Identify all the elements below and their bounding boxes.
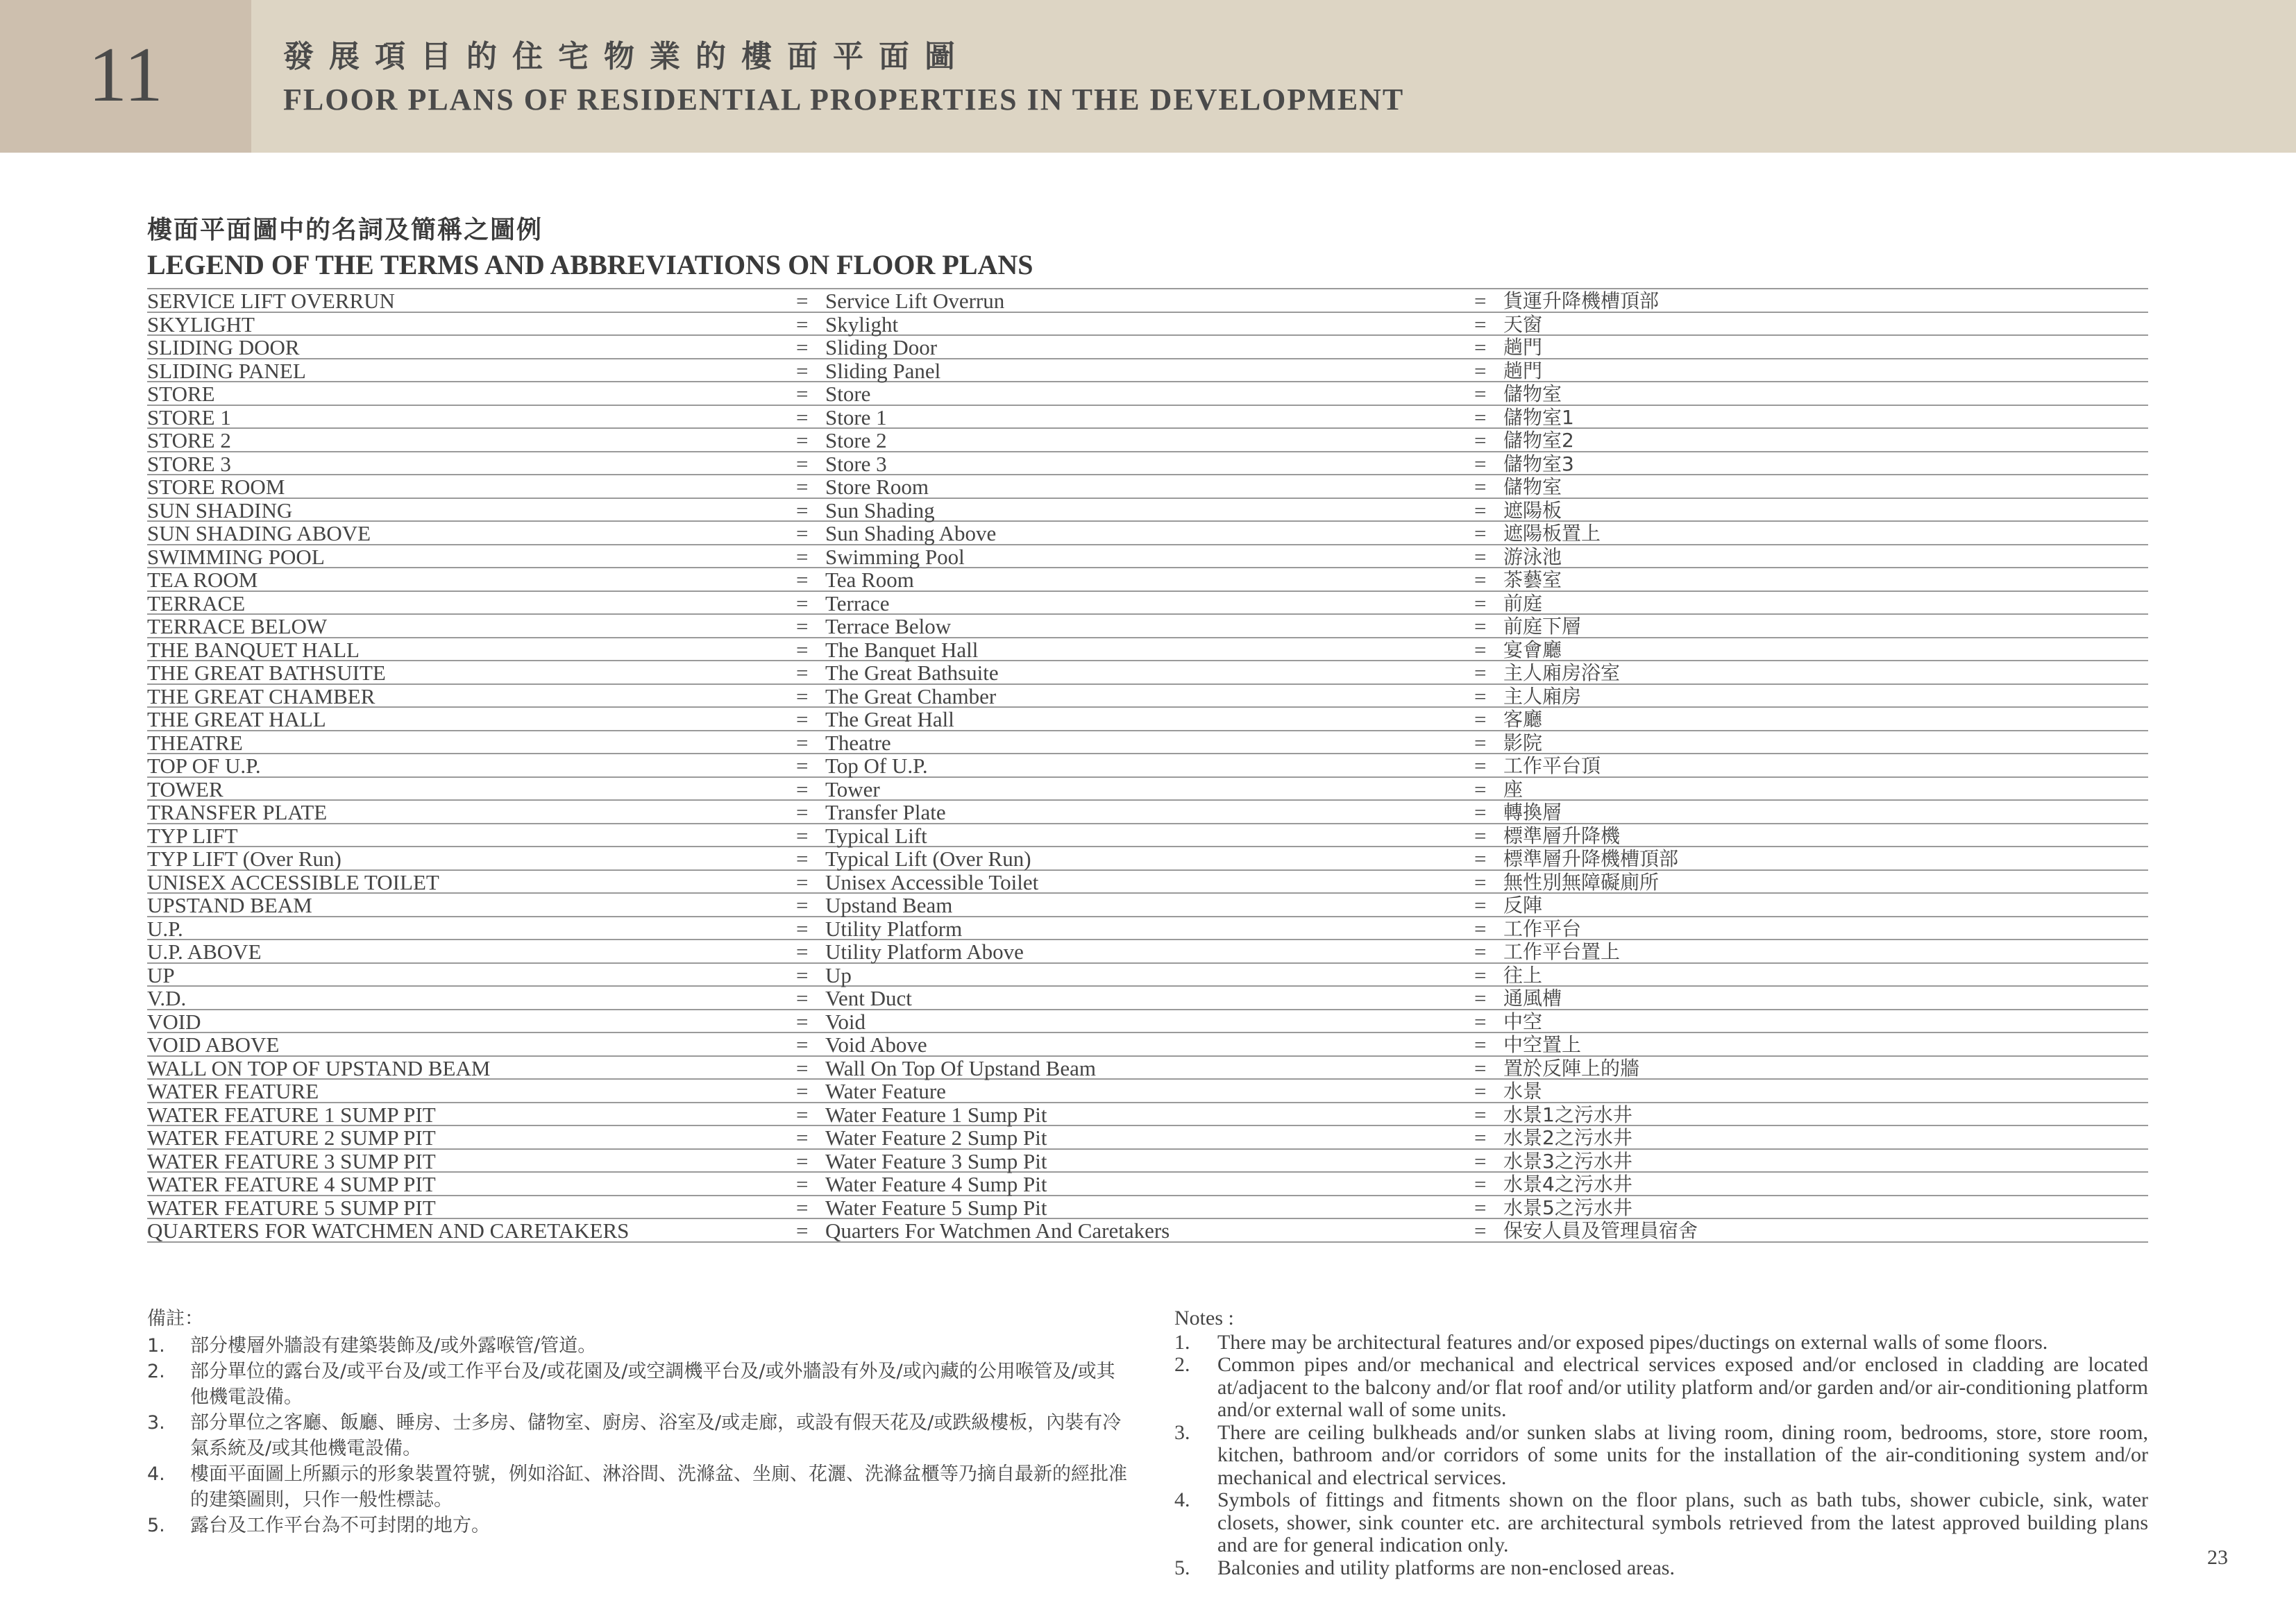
legend-term: THE GREAT HALL: [147, 707, 326, 731]
legend-term: TYP LIFT (Over Run): [147, 847, 341, 871]
equals-sign: =: [796, 1102, 809, 1127]
section-number-box: [0, 0, 251, 153]
legend-chinese: 客廳: [1503, 708, 1543, 731]
note-en-item-number: 2.: [1174, 1353, 1190, 1376]
legend-term: SLIDING DOOR: [147, 335, 300, 359]
legend-row: [147, 382, 2148, 406]
equals-sign: =: [1474, 451, 1487, 476]
equals-sign: =: [796, 1195, 809, 1220]
legend-chinese: 工作平台置上: [1503, 940, 1621, 963]
legend-term: TEA ROOM: [147, 568, 258, 592]
legend-term: TERRACE BELOW: [147, 614, 328, 638]
legend-row: [147, 1103, 2148, 1127]
equals-sign: =: [796, 637, 809, 662]
equals-sign: =: [796, 940, 809, 964]
equals-sign: =: [1474, 707, 1487, 731]
equals-sign: =: [796, 754, 809, 778]
note-zh-item: [147, 1410, 1133, 1461]
legend-chinese: 影院: [1503, 731, 1543, 754]
legend-term: TYP LIFT: [147, 823, 238, 848]
legend-row: [147, 452, 2148, 476]
legend-term: WATER FEATURE: [147, 1079, 319, 1103]
legend-english: Transfer Plate: [825, 800, 946, 824]
legend-chinese: 儲物室: [1503, 475, 1562, 498]
equals-sign: =: [1474, 1172, 1487, 1196]
legend-chinese: 遮陽板: [1503, 498, 1562, 522]
note-zh-item-text: 部分單位之客廳、飯廳、睡房、士多房、儲物室、廚房、浴室及/或走廊，或設有假天花及/或跌級樓板，內裝有冷氣系統及/或其他機電設備。: [190, 1412, 1122, 1459]
equals-sign: =: [1474, 800, 1487, 824]
equals-sign: =: [1474, 1148, 1487, 1173]
note-zh-item: [147, 1359, 1133, 1410]
legend-row: [147, 987, 2148, 1010]
legend-row: [147, 801, 2148, 824]
legend-row: [147, 522, 2148, 545]
legend-term: WATER FEATURE 4 SUMP PIT: [147, 1172, 436, 1196]
equals-sign: =: [1474, 1079, 1487, 1103]
legend-english: Upstand Beam: [825, 893, 953, 917]
note-zh-item-text: 部分單位的露台及/或平台及/或工作平台及/或花園及/或空調機平台及/或外牆設有外及/或內藏的公用喉管及/或其他機電設備。: [190, 1361, 1115, 1408]
legend-english: Tower: [825, 776, 880, 801]
legend-term: STORE ROOM: [147, 475, 285, 499]
note-zh-item-number: 3.: [147, 1412, 165, 1434]
note-en-item-text: There may be architectural features and/or exposed pipes/ductings on external walls of some floors.: [1217, 1330, 2048, 1354]
legend-chinese: 主人廂房: [1503, 684, 1582, 708]
note-zh-item: [147, 1513, 1133, 1538]
legend-english: Top Of U.P.: [825, 754, 928, 778]
legend-english: Up: [825, 962, 852, 987]
note-en-item-text: Balconies and utility platforms are non-enclosed areas.: [1217, 1556, 1675, 1579]
note-en-item-text: There are ceiling bulkheads and/or sunken slabs at living room, dining room, bedrooms, store, store room, kitchen, bathroom and/or corridors of some units for the installation of the air-conditioning system and/or mechanical and electrical services.: [1217, 1420, 2148, 1489]
equals-sign: =: [1474, 568, 1487, 592]
legend-english: Water Feature: [825, 1079, 946, 1103]
note-en-item-text: Symbols of fittings and fitments shown on the floor plans, such as bath tubs, shower cubicle, sink, water closets, shower, sink counter etc. are architectural symbols retrieved from the latest approved building plans and are for general indication only.: [1217, 1488, 2148, 1556]
notes-en-title: Notes :: [1174, 1307, 1234, 1329]
equals-sign: =: [796, 847, 809, 871]
equals-sign: =: [1474, 847, 1487, 871]
legend-term: STORE 3: [147, 451, 231, 476]
equals-sign: =: [1474, 940, 1487, 964]
note-zh-item-text: 部分樓層外牆設有建築裝飾及/或外露喉管/管道。: [190, 1335, 597, 1357]
legend-row: [147, 1033, 2148, 1057]
equals-sign: =: [1474, 312, 1487, 337]
legend-english: Terrace Below: [825, 614, 952, 638]
legend-chinese: 水景3之污水井: [1503, 1149, 1632, 1173]
page-title-en: FLOOR PLANS OF RESIDENTIAL PROPERTIES IN THE DEVELOPMENT: [283, 83, 1405, 117]
legend-chinese: 通風槽: [1503, 987, 1562, 1010]
legend-row: [147, 754, 2148, 778]
legend-chinese: 中空: [1503, 1010, 1543, 1033]
note-en-item-text: Common pipes and/or mechanical and electrical services exposed and/or enclosed in cladding are located at/adjacent to the balcony and/or flat roof and/or utility platform and/or garden and/or air-conditioning platform and/or external wall of some units.: [1217, 1353, 2148, 1421]
equals-sign: =: [796, 382, 809, 406]
equals-sign: =: [796, 568, 809, 592]
equals-sign: =: [796, 916, 809, 941]
equals-sign: =: [1474, 289, 1487, 313]
legend-english: Store 1: [825, 405, 887, 430]
page-title-zh: 發展項目的住宅物業的樓面平面圖: [283, 39, 970, 74]
equals-sign: =: [1474, 614, 1487, 638]
legend-row: [147, 1173, 2148, 1196]
legend-chinese: 前庭下層: [1503, 615, 1582, 638]
note-zh-item-text: 露台及工作平台為不可封閉的地方。: [190, 1515, 490, 1536]
equals-sign: =: [796, 1055, 809, 1080]
legend-english: Store 2: [825, 428, 887, 452]
equals-sign: =: [796, 893, 809, 917]
equals-sign: =: [796, 1009, 809, 1034]
legend-title-en: LEGEND OF THE TERMS AND ABBREVIATIONS ON FLOOR PLANS: [147, 249, 1033, 280]
legend-row: [147, 708, 2148, 731]
legend-term: SWIMMING POOL: [147, 544, 325, 569]
legend-chinese: 趟門: [1503, 359, 1543, 382]
legend-row: [147, 429, 2148, 452]
legend-row: [147, 499, 2148, 522]
equals-sign: =: [1474, 1102, 1487, 1127]
equals-sign: =: [796, 823, 809, 848]
legend-chinese: 天窗: [1503, 312, 1543, 336]
equals-sign: =: [1474, 544, 1487, 569]
legend-term: VOID ABOVE: [147, 1033, 280, 1057]
legend-english: Void: [825, 1009, 866, 1034]
equals-sign: =: [1474, 869, 1487, 894]
legend-chinese: 遮陽板置上: [1503, 522, 1601, 545]
legend-term: WALL ON TOP OF UPSTAND BEAM: [147, 1055, 491, 1080]
legend-english: Theatre: [825, 730, 891, 755]
equals-sign: =: [1474, 661, 1487, 685]
legend-english: The Great Bathsuite: [825, 661, 999, 685]
legend-term: SERVICE LIFT OVERRUN: [147, 289, 395, 313]
equals-sign: =: [796, 1172, 809, 1196]
legend-term: STORE 2: [147, 428, 231, 452]
equals-sign: =: [1474, 1033, 1487, 1057]
legend-chinese: 儲物室3: [1503, 452, 1574, 475]
legend-english: Service Lift Overrun: [825, 289, 1005, 313]
legend-chinese: 儲物室1: [1503, 405, 1574, 429]
equals-sign: =: [796, 683, 809, 708]
equals-sign: =: [1474, 405, 1487, 430]
header-band: [0, 0, 2296, 153]
legend-chinese: 儲物室: [1503, 382, 1562, 405]
equals-sign: =: [796, 1033, 809, 1057]
equals-sign: =: [1474, 428, 1487, 452]
legend-english: Utility Platform: [825, 916, 963, 941]
legend-row: [147, 731, 2148, 755]
legend-chinese: 水景: [1503, 1080, 1543, 1103]
legend-english: Store 3: [825, 451, 887, 476]
legend-row: [147, 592, 2148, 615]
equals-sign: =: [1474, 590, 1487, 615]
legend-row: [147, 1196, 2148, 1220]
legend-chinese: 往上: [1503, 963, 1543, 987]
equals-sign: =: [796, 289, 809, 313]
legend-term: TOWER: [147, 776, 223, 801]
notes-zh: [147, 1306, 1133, 1538]
legend-term: SKYLIGHT: [147, 312, 255, 337]
legend-english: Sun Shading Above: [825, 521, 997, 545]
legend-chinese: 反陣: [1503, 894, 1543, 917]
legend-english: Water Feature 5 Sump Pit: [825, 1195, 1047, 1220]
equals-sign: =: [796, 730, 809, 755]
legend-term: U.P.: [147, 916, 183, 941]
legend-row: [147, 685, 2148, 708]
equals-sign: =: [796, 986, 809, 1010]
equals-sign: =: [1474, 637, 1487, 662]
legend-row: [147, 545, 2148, 569]
note-en-item-number: 1.: [1174, 1330, 1190, 1354]
equals-sign: =: [796, 521, 809, 545]
legend-chinese: 中空置上: [1503, 1033, 1582, 1056]
legend-term: SLIDING PANEL: [147, 358, 306, 383]
equals-sign: =: [796, 800, 809, 824]
equals-sign: =: [796, 335, 809, 359]
legend-chinese: 工作平台頂: [1503, 754, 1601, 777]
legend-chinese: 標準層升降機: [1503, 824, 1621, 847]
note-zh-item-number: 4.: [147, 1463, 165, 1485]
legend-row: [147, 638, 2148, 662]
legend-chinese: 工作平台: [1503, 917, 1582, 940]
legend-chinese: 轉換層: [1503, 801, 1562, 824]
note-zh-item: [147, 1461, 1133, 1513]
equals-sign: =: [796, 614, 809, 638]
legend-term: TOP OF U.P.: [147, 754, 261, 778]
legend-row: [147, 475, 2148, 499]
legend-english: Typical Lift: [825, 823, 927, 848]
legend-chinese: 水景2之污水井: [1503, 1126, 1632, 1149]
equals-sign: =: [796, 1079, 809, 1103]
equals-sign: =: [796, 428, 809, 452]
legend-term: THEATRE: [147, 730, 243, 755]
equals-sign: =: [1474, 358, 1487, 383]
legend-english: Quarters For Watchmen And Caretakers: [825, 1218, 1170, 1243]
legend-term: UPSTAND BEAM: [147, 893, 312, 917]
equals-sign: =: [1474, 475, 1487, 499]
equals-sign: =: [796, 590, 809, 615]
legend-term: UP: [147, 962, 175, 987]
legend-row: [147, 964, 2148, 987]
legend-chinese: 貨運升降機槽頂部: [1503, 289, 1660, 312]
legend-chinese: 茶藝室: [1503, 568, 1562, 591]
legend-title-zh: 樓面平面圖中的名詞及簡稱之圖例: [147, 216, 543, 244]
legend-term: UNISEX ACCESSIBLE TOILET: [147, 869, 439, 894]
note-en-item: [1174, 1422, 2148, 1490]
note-en-item-number: 3.: [1174, 1420, 1190, 1444]
legend-chinese: 游泳池: [1503, 545, 1562, 568]
legend-chinese: 標準層升降機槽頂部: [1503, 847, 1679, 870]
equals-sign: =: [1474, 1009, 1487, 1034]
equals-sign: =: [1474, 382, 1487, 406]
equals-sign: =: [1474, 823, 1487, 848]
equals-sign: =: [1474, 1125, 1487, 1150]
legend-row: [147, 1057, 2148, 1080]
equals-sign: =: [1474, 730, 1487, 755]
equals-sign: =: [796, 1125, 809, 1150]
equals-sign: =: [796, 498, 809, 522]
equals-sign: =: [1474, 1218, 1487, 1243]
equals-sign: =: [1474, 986, 1487, 1010]
legend-row: [147, 406, 2148, 430]
equals-sign: =: [1474, 893, 1487, 917]
legend-english: Sliding Panel: [825, 358, 941, 383]
legend-chinese: 主人廂房浴室: [1503, 661, 1621, 684]
note-en-item: [1174, 1557, 2148, 1580]
equals-sign: =: [1474, 1055, 1487, 1080]
legend-chinese: 宴會廳: [1503, 638, 1562, 661]
legend-row: [147, 871, 2148, 894]
note-en-item: [1174, 1489, 2148, 1557]
equals-sign: =: [796, 544, 809, 569]
legend-row: [147, 661, 2148, 685]
legend-english: Sun Shading: [825, 498, 935, 522]
equals-sign: =: [1474, 498, 1487, 522]
legend-row: [147, 615, 2148, 638]
equals-sign: =: [796, 451, 809, 476]
legend-english: Water Feature 3 Sump Pit: [825, 1148, 1047, 1173]
legend-row: [147, 1080, 2148, 1103]
legend-row: [147, 778, 2148, 801]
equals-sign: =: [796, 1218, 809, 1243]
legend-term: VOID: [147, 1009, 201, 1034]
legend-term: U.P. ABOVE: [147, 940, 262, 964]
legend-chinese: 置於反陣上的牆: [1503, 1056, 1640, 1080]
legend-term: WATER FEATURE 5 SUMP PIT: [147, 1195, 436, 1220]
legend-english: Vent Duct: [825, 986, 912, 1010]
note-zh-item-number: 5.: [147, 1515, 165, 1536]
legend-chinese: 保安人員及管理員宿舍: [1503, 1219, 1698, 1242]
page-number: 23: [2207, 1546, 2228, 1569]
legend-english: Water Feature 2 Sump Pit: [825, 1125, 1047, 1150]
legend-chinese: 水景5之污水井: [1503, 1196, 1632, 1219]
note-en-item-number: 5.: [1174, 1556, 1190, 1579]
legend-chinese: 趟門: [1503, 336, 1543, 359]
legend-english: Water Feature 1 Sump Pit: [825, 1102, 1047, 1127]
legend-term: V.D.: [147, 986, 187, 1010]
legend-term: TERRACE: [147, 590, 246, 615]
equals-sign: =: [1474, 962, 1487, 987]
equals-sign: =: [796, 475, 809, 499]
note-zh-item-number: 2.: [147, 1361, 165, 1382]
legend-row: [147, 1219, 2148, 1243]
legend-english: Store Room: [825, 475, 929, 499]
legend-row: [147, 568, 2148, 592]
legend-row: [147, 1150, 2148, 1173]
legend-term: SUN SHADING: [147, 498, 293, 522]
legend-row: [147, 917, 2148, 941]
legend-row: [147, 824, 2148, 848]
legend-term: THE GREAT BATHSUITE: [147, 661, 386, 685]
legend-english: Void Above: [825, 1033, 927, 1057]
legend-english: Swimming Pool: [825, 544, 965, 569]
legend-english: The Banquet Hall: [825, 637, 979, 662]
legend-row: [147, 289, 2148, 313]
legend-chinese: 無性別無障礙廁所: [1503, 870, 1660, 894]
legend-row: [147, 336, 2148, 359]
legend-term: TRANSFER PLATE: [147, 800, 328, 824]
note-en-item: [1174, 1354, 2148, 1422]
legend-english: Sliding Door: [825, 335, 938, 359]
equals-sign: =: [796, 776, 809, 801]
equals-sign: =: [796, 1148, 809, 1173]
legend-chinese: 前庭: [1503, 591, 1543, 615]
equals-sign: =: [1474, 1195, 1487, 1220]
legend-row: [147, 1010, 2148, 1034]
legend-english: Wall On Top Of Upstand Beam: [825, 1055, 1096, 1080]
legend-english: The Great Hall: [825, 707, 954, 731]
note-zh-item-text: 樓面平面圖上所顯示的形象裝置符號，例如浴缸、淋浴間、洗滌盆、坐廁、花灑、洗滌盆櫃等乃摘自最新的經批准的建築圖則，只作一般性標誌。: [190, 1463, 1127, 1511]
legend-term: STORE: [147, 382, 215, 406]
legend-row: [147, 894, 2148, 917]
equals-sign: =: [1474, 776, 1487, 801]
legend-row: [147, 313, 2148, 337]
note-en-item-number: 4.: [1174, 1488, 1190, 1511]
equals-sign: =: [796, 707, 809, 731]
legend-english: Tea Room: [825, 568, 914, 592]
legend-term: THE BANQUET HALL: [147, 637, 360, 662]
legend-chinese: 儲物室2: [1503, 429, 1574, 452]
legend-term: STORE 1: [147, 405, 231, 430]
equals-sign: =: [796, 661, 809, 685]
legend-english: Unisex Accessible Toilet: [825, 869, 1039, 894]
equals-sign: =: [1474, 335, 1487, 359]
legend-english: The Great Chamber: [825, 683, 997, 708]
legend-term: QUARTERS FOR WATCHMEN AND CARETAKERS: [147, 1218, 630, 1243]
legend-english: Skylight: [825, 312, 899, 337]
legend-term: WATER FEATURE 1 SUMP PIT: [147, 1102, 436, 1127]
notes-zh-title: 備註：: [147, 1308, 203, 1329]
legend-english: Store: [825, 382, 871, 406]
legend-english: Water Feature 4 Sump Pit: [825, 1172, 1047, 1196]
equals-sign: =: [796, 962, 809, 987]
legend-term: WATER FEATURE 2 SUMP PIT: [147, 1125, 436, 1150]
equals-sign: =: [1474, 683, 1487, 708]
notes-en: [1174, 1307, 2148, 1579]
legend-english: Utility Platform Above: [825, 940, 1024, 964]
legend-chinese: 水景1之污水井: [1503, 1103, 1632, 1126]
note-zh-item: [147, 1333, 1133, 1359]
legend-row: [147, 359, 2148, 383]
legend-term: WATER FEATURE 3 SUMP PIT: [147, 1148, 436, 1173]
note-zh-item-number: 1.: [147, 1335, 165, 1357]
legend-term: THE GREAT CHAMBER: [147, 683, 375, 708]
legend-term: SUN SHADING ABOVE: [147, 521, 371, 545]
legend-chinese: 水景4之污水井: [1503, 1173, 1632, 1196]
equals-sign: =: [796, 358, 809, 383]
legend-table: [147, 288, 2148, 1243]
equals-sign: =: [796, 312, 809, 337]
legend-chinese: 座: [1503, 777, 1523, 801]
legend-english: Typical Lift (Over Run): [825, 847, 1031, 871]
note-en-item: [1174, 1332, 2148, 1354]
equals-sign: =: [796, 405, 809, 430]
equals-sign: =: [1474, 916, 1487, 941]
equals-sign: =: [796, 869, 809, 894]
legend-row: [147, 1126, 2148, 1150]
equals-sign: =: [1474, 521, 1487, 545]
legend-english: Terrace: [825, 590, 890, 615]
section-number: 11: [88, 32, 163, 118]
equals-sign: =: [1474, 754, 1487, 778]
legend-row: [147, 940, 2148, 964]
legend-row: [147, 847, 2148, 871]
